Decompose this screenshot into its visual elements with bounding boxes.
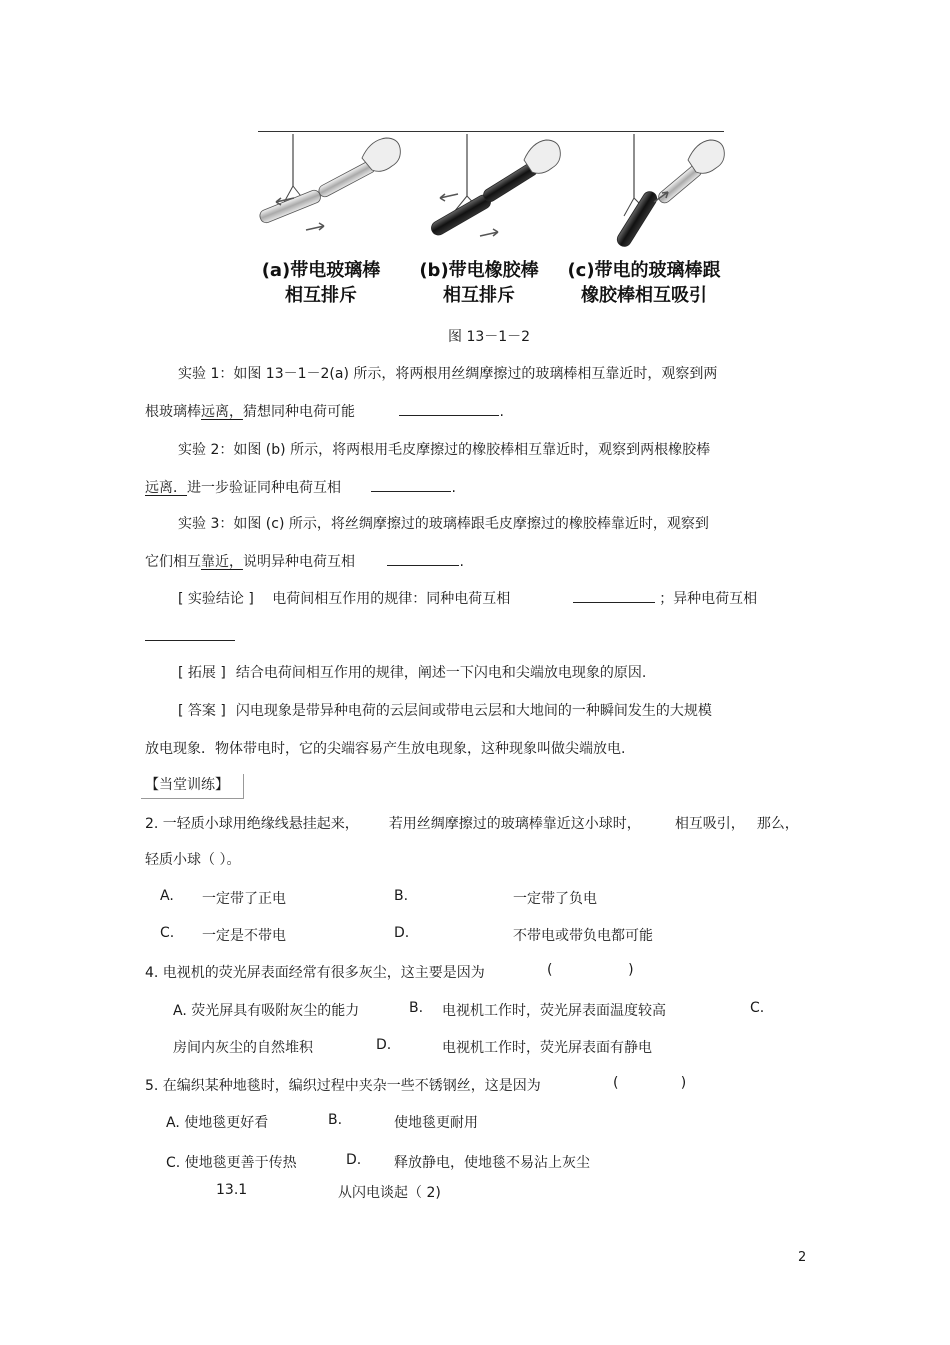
experiment-2-line-1: 实验 2：如图 (b) 所示，将两根用毛皮摩擦过的橡胶棒相互靠近时，观察到两根橡胶棒 <box>178 442 711 458</box>
practice-heading: 【当堂训练】 <box>141 774 244 799</box>
q4-option-d-letter[interactable]: D. <box>376 1037 392 1053</box>
q2-option-d-text: 不带电或带负电都可能 <box>513 928 653 944</box>
q2-option-a-letter[interactable]: A. <box>160 888 174 904</box>
experiment-2-line-2: 远离．进一步验证同种电荷互相 . <box>145 477 456 497</box>
conclusion-line: [ 实验结论 ] 电荷间相互作用的规律：同种电荷互相 ；异种电荷互相 <box>178 588 757 608</box>
section-number: 13.1 <box>216 1182 248 1198</box>
q5-option-d-letter[interactable]: D. <box>346 1152 362 1168</box>
q2-option-a-text: 一定带了正电 <box>202 891 286 907</box>
question-5-answer-paren[interactable]: ( ) <box>613 1075 687 1091</box>
q4-option-b-letter[interactable]: B. <box>409 1000 424 1016</box>
extension-line: [ 拓展 ] 结合电荷间相互作用的规律，阐述一下闪电和尖端放电现象的原因. <box>178 665 647 681</box>
caption-c: (c)带电的玻璃棒跟 橡胶棒相互吸引 <box>567 260 721 306</box>
q2-option-c-letter[interactable]: C. <box>160 925 175 941</box>
q2-option-d-letter[interactable]: D. <box>394 925 410 941</box>
q4-option-c-letter[interactable]: C. <box>750 1000 765 1016</box>
blank-same-charge[interactable] <box>573 588 655 603</box>
panel-b-rubber-rods <box>429 134 560 238</box>
section-title: 从闪电谈起（ 2) <box>338 1185 441 1201</box>
blank-3[interactable] <box>387 551 459 566</box>
experiment-3-line-1: 实验 3：如图 (c) 所示，将丝绸摩擦过的玻璃棒跟毛皮摩擦过的橡胶棒靠近时，观察到 <box>178 516 709 532</box>
q5-option-b-letter[interactable]: B. <box>328 1112 343 1128</box>
q5-option-a[interactable]: A. 使地毯更好看 <box>166 1115 269 1131</box>
answer-line-1: [ 答案 ] 闪电现象是带异种电荷的云层间或带电云层和大地间的一种瞬间发生的大规模 <box>178 703 712 719</box>
figure-label: 图 13－1－2 <box>448 329 531 345</box>
q4-option-c-text: 房间内灰尘的自然堆积 <box>173 1040 313 1056</box>
q2-option-c-text: 一定是不带电 <box>202 928 286 944</box>
caption-b: (b)带电橡胶棒 相互排斥 <box>419 260 539 306</box>
q4-option-b-text: 电视机工作时，荧光屏表面温度较高 <box>442 1003 666 1019</box>
blank-2[interactable] <box>371 477 451 492</box>
experiment-1-line-1: 实验 1：如图 13－1－2(a) 所示，将两根用丝绸摩擦过的玻璃棒相互靠近时，观察到两 <box>178 366 718 382</box>
question-2-line-1: 2. 一轻质小球用绝缘线悬挂起来， 若用丝绸摩擦过的玻璃棒靠近这小球时， 相互吸引， 那么， <box>145 816 799 832</box>
panel-a-glass-rods <box>258 134 400 230</box>
blank-opposite-charge[interactable] <box>145 626 235 641</box>
page-number: 2 <box>798 1250 807 1265</box>
experiment-1-line-2: 根玻璃棒远离，猜想同种电荷可能 . <box>145 401 504 421</box>
q5-option-c[interactable]: C. 使地毯更善于传热 <box>166 1155 297 1171</box>
answer-line-2: 放电现象．物体带电时，它的尖端容易产生放电现象，这种现象叫做尖端放电. <box>145 741 626 757</box>
conclusion-line-2 <box>145 626 235 645</box>
figure-13-1-2 <box>258 128 728 314</box>
q2-option-b-letter[interactable]: B. <box>394 888 409 904</box>
q4-option-d-text: 电视机工作时，荧光屏表面有静电 <box>442 1040 652 1056</box>
question-5-stem: 5. 在编织某种地毯时，编织过程中夹杂一些不锈钢丝，这是因为 <box>145 1078 541 1094</box>
panel-c-glass-and-rubber <box>615 134 725 249</box>
experiment-3-line-2: 它们相互靠近，说明异种电荷互相 . <box>145 551 464 571</box>
caption-a: (a)带电玻璃棒 相互排斥 <box>261 260 381 306</box>
question-2-line-2: 轻质小球（ ）。 <box>145 852 241 868</box>
blank-1[interactable] <box>399 401 499 416</box>
charged-rods-illustration <box>258 128 728 258</box>
q4-option-a[interactable]: A. 荧光屏具有吸附灰尘的能力 <box>173 1003 360 1019</box>
q2-option-b-text: 一定带了负电 <box>513 891 597 907</box>
q5-option-d-text: 释放静电，使地毯不易沾上灰尘 <box>394 1155 590 1171</box>
q5-option-b-text: 使地毯更耐用 <box>394 1115 478 1131</box>
question-4-stem: 4. 电视机的荧光屏表面经常有很多灰尘，这主要是因为 <box>145 965 485 981</box>
question-4-answer-paren[interactable]: ( ) <box>547 962 634 978</box>
